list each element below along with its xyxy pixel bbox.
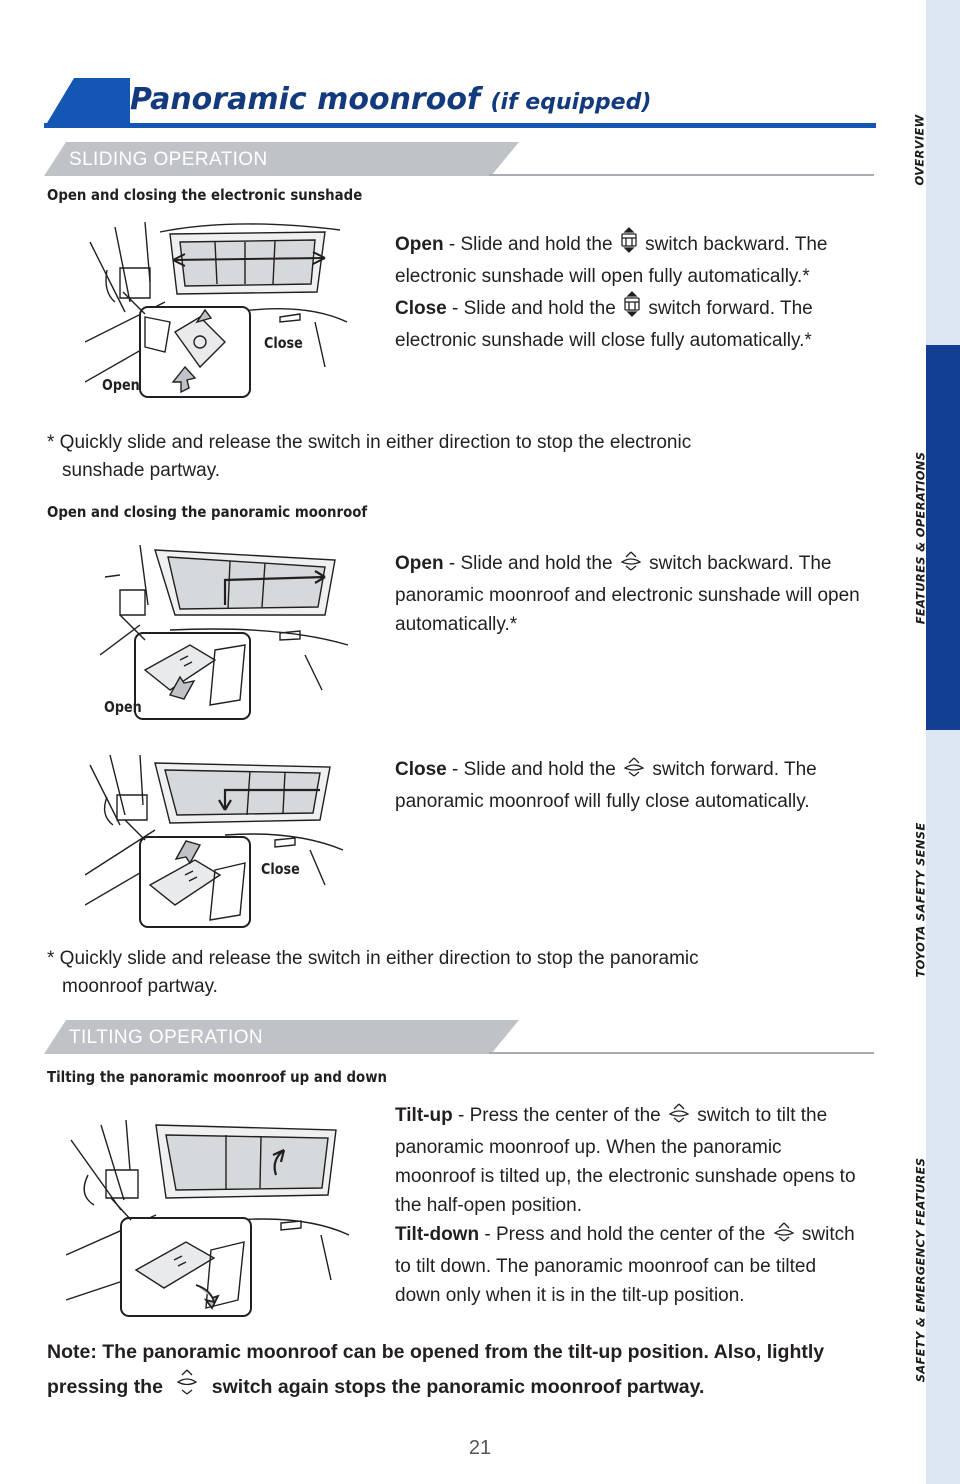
tiltup-text-a: - Press the center of the xyxy=(452,1105,667,1126)
open-text-a: - Slide and hold the xyxy=(443,553,618,574)
page-number: 21 xyxy=(468,1437,492,1459)
tab-overview-label: OVERVIEW xyxy=(912,114,927,186)
note-text-a: Note: The panoramic moonroof can be opened from the tilt-up position. Also, lightly pressing the xyxy=(47,1341,825,1398)
open-text-a: - Slide and hold the xyxy=(443,234,618,255)
tilting-operation-banner xyxy=(44,1020,874,1056)
open-label: Open xyxy=(395,234,444,255)
moonroof-close-illustration xyxy=(85,755,345,930)
fig-open-caption: Open xyxy=(102,376,140,394)
banner-rule xyxy=(489,174,874,176)
fig-close-caption-2: Close xyxy=(261,860,300,878)
tab-tss-label: TOYOTA SAFETY SENSE xyxy=(913,822,928,978)
moonroof-tilt-illustration xyxy=(66,1120,351,1320)
moonroof-switch-icon xyxy=(623,756,645,787)
sunshade-illustration xyxy=(85,222,350,402)
moonroof-heading: Open and closing the panoramic moonroof xyxy=(47,503,368,521)
note-text-b: switch again stops the panoramic moonroof partway. xyxy=(206,1376,705,1398)
close-text-b: switch forward. The panoramic moonroof will fully close automatically. xyxy=(395,759,817,812)
moonroof-close-instruction xyxy=(395,755,865,816)
sunshade-footnote-line1: * Quickly slide and release the switch in either direction to stop the electronic xyxy=(47,432,692,453)
moonroof-footnote xyxy=(47,945,847,1001)
sunshade-footnote-line2: sunshade partway. xyxy=(62,460,221,481)
moonroof-footnote-line1: * Quickly slide and release the switch in either direction to stop the panoramic xyxy=(47,948,699,969)
tab-safety-emergency[interactable] xyxy=(880,1100,960,1440)
tiltdown-label: Tilt-down xyxy=(395,1224,480,1245)
sliding-operation-banner xyxy=(44,142,874,178)
sunshade-switch-icon xyxy=(620,227,638,262)
fig-close-caption: Close xyxy=(264,334,303,352)
sunshade-heading: Open and closing the electronic sunshade xyxy=(47,186,363,204)
tilt-note xyxy=(47,1337,867,1406)
moonroof-open-illustration xyxy=(100,545,350,723)
close-text-b: switch forward. The electronic sunshade will close fully automatically.* xyxy=(395,298,813,351)
fig-open-caption-2: Open xyxy=(104,698,142,716)
tab-features-label: FEATURES & OPERATIONS xyxy=(913,451,928,624)
close-label: Close xyxy=(395,298,447,319)
sunshade-switch-icon xyxy=(623,291,641,326)
banner-label: SLIDING OPERATION xyxy=(69,149,268,170)
sunshade-open-instruction xyxy=(395,227,865,355)
tab-toyota-safety-sense[interactable] xyxy=(880,750,960,1050)
moonroof-switch-icon xyxy=(668,1102,690,1133)
title-accent xyxy=(44,78,130,128)
banner-rule xyxy=(489,1052,874,1054)
banner-label: TILTING OPERATION xyxy=(69,1027,263,1048)
tiltup-label: Tilt-up xyxy=(395,1105,453,1126)
open-text-b: switch backward. The electronic sunshade will open fully automatically.* xyxy=(395,234,828,287)
tab-features-operations[interactable] xyxy=(880,345,960,730)
tab-safety-label: SAFETY & EMERGENCY FEATURES xyxy=(913,1157,927,1383)
page-title xyxy=(130,82,651,117)
open-label: Open xyxy=(395,553,444,574)
moonroof-footnote-line2: moonroof partway. xyxy=(62,976,218,997)
tilt-instructions xyxy=(395,1101,865,1310)
page-header xyxy=(44,78,876,130)
tab-overview[interactable] xyxy=(880,60,960,240)
title-underline xyxy=(44,123,876,128)
title-suffix: (if equipped) xyxy=(490,90,652,115)
tilting-heading: Tilting the panoramic moonroof up and down xyxy=(47,1068,388,1086)
moonroof-switch-icon xyxy=(176,1368,198,1406)
close-text-a: - Slide and hold the xyxy=(446,298,622,319)
close-label: Close xyxy=(395,759,447,780)
title-main: Panoramic moonroof xyxy=(130,82,480,117)
tiltdown-text-a: - Press and hold the center of the xyxy=(479,1224,771,1245)
sunshade-footnote xyxy=(47,429,847,485)
tiltup-text-b: switch to tilt the panoramic moonroof up. When the panoramic moonroof is tilted up, the electronic sunshade opens to the half-open position. xyxy=(395,1105,856,1216)
moonroof-open-instruction xyxy=(395,549,865,639)
open-text-b: switch backward. The panoramic moonroof and electronic sunshade will open automatically.* xyxy=(395,553,860,635)
close-text-a: - Slide and hold the xyxy=(446,759,622,780)
tiltdown-text-b: switch to tilt down. The panoramic moonroof can be tilted down only when it is in the tilt-up position. xyxy=(395,1224,855,1306)
moonroof-switch-icon xyxy=(620,550,642,581)
moonroof-switch-icon xyxy=(773,1221,795,1252)
